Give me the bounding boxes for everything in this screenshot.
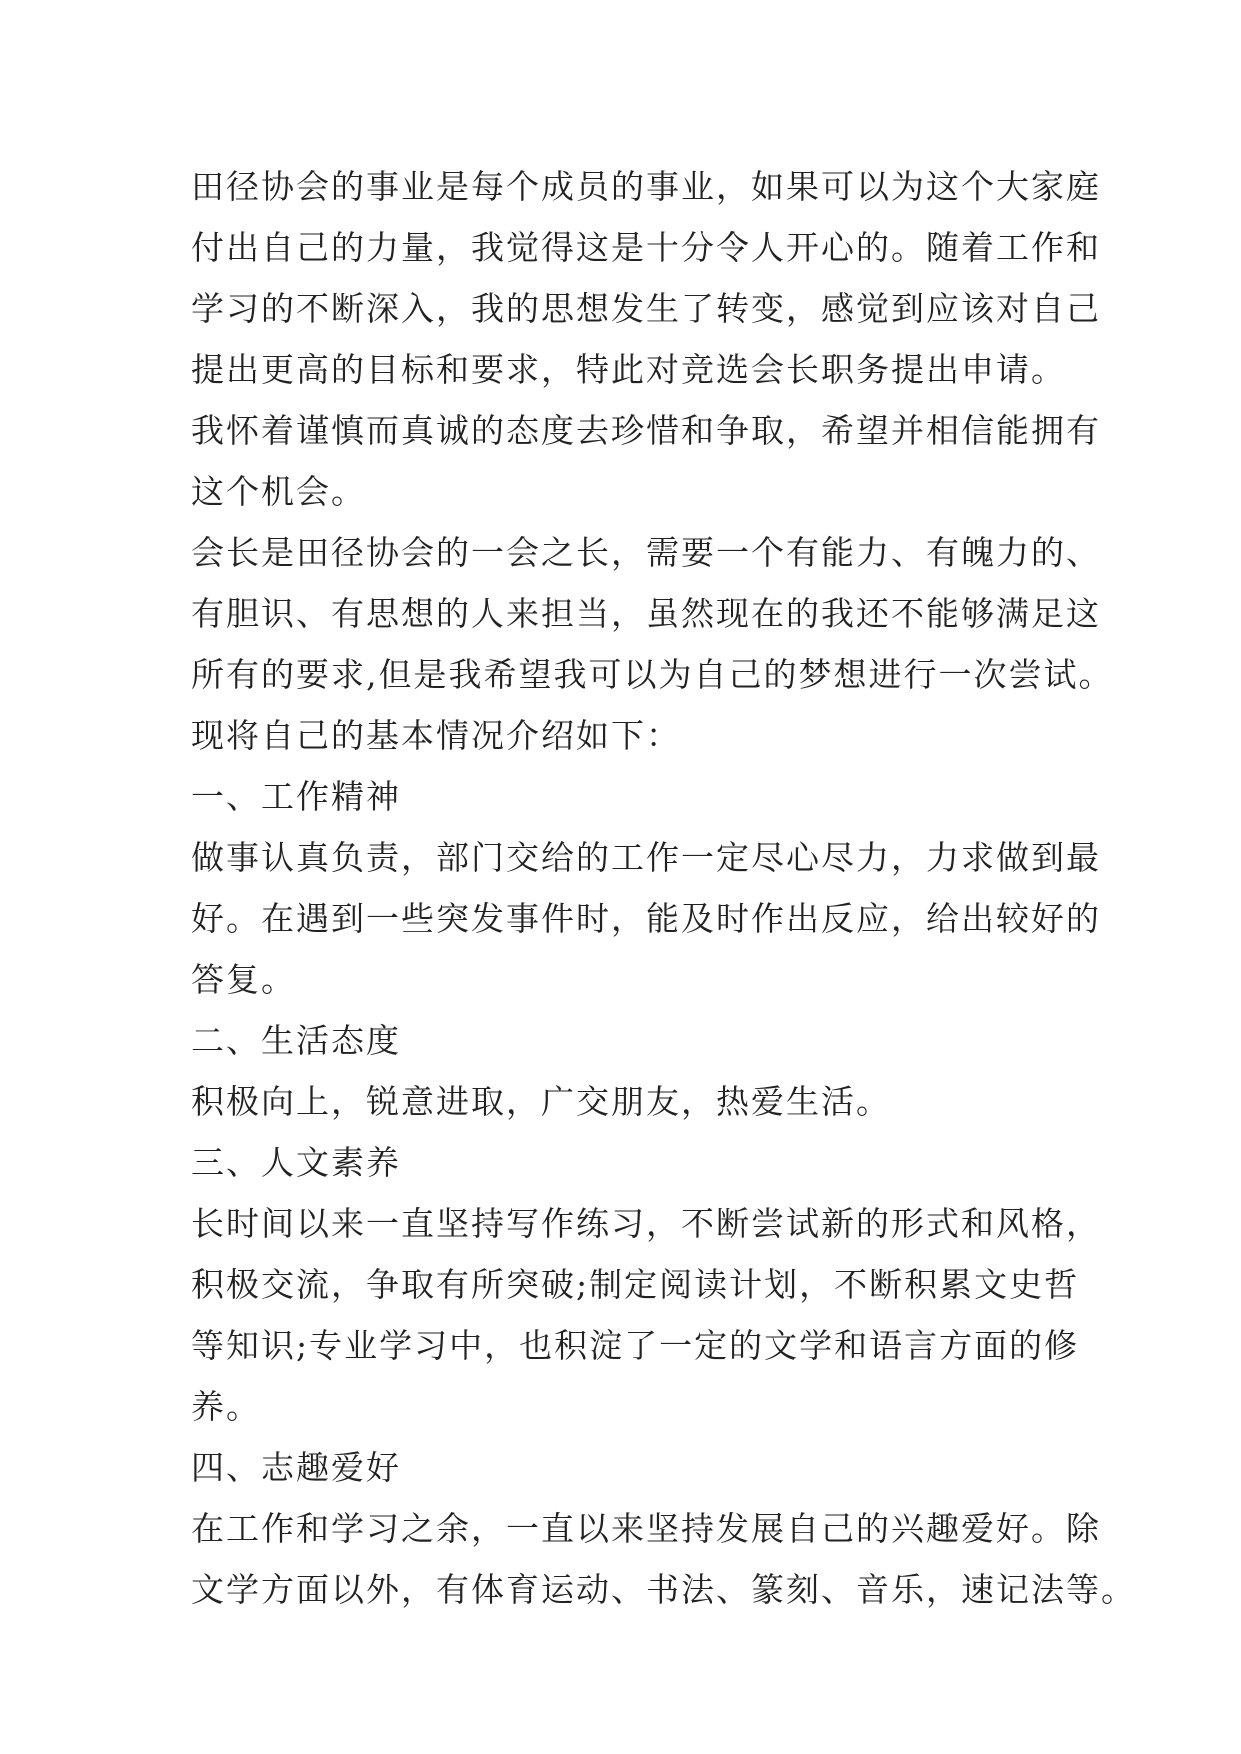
section-heading: 四、志趣爱好 (191, 1448, 401, 1487)
text-line: 答复。 (191, 960, 296, 999)
text-line: 养。 (191, 1387, 261, 1426)
section-heading: 三、人文素养 (191, 1143, 401, 1182)
text-line: 积极交流，争取有所突破;制定阅读计划，不断积累文史哲 (191, 1265, 1080, 1304)
section-heading: 一、工作精神 (191, 777, 401, 816)
text-line: 做事认真负责，部门交给的工作一定尽心尽力，力求做到最 (191, 838, 1101, 877)
text-line: 学习的不断深入，我的思想发生了转变，感觉到应该对自己 (191, 289, 1101, 328)
text-line: 我怀着谨慎而真诚的态度去珍惜和争取，希望并相信能拥有 (191, 411, 1101, 450)
text-line: 提出更高的目标和要求，特此对竞选会长职务提出申请。 (191, 350, 1066, 389)
text-line: 会长是田径协会的一会之长，需要一个有能力、有魄力的、 (191, 533, 1101, 572)
text-line: 等知识;专业学习中，也积淀了一定的文学和语言方面的修 (191, 1326, 1080, 1365)
text-line: 付出自己的力量，我觉得这是十分令人开心的。随着工作和 (191, 228, 1101, 267)
text-line: 有胆识、有思想的人来担当，虽然现在的我还不能够满足这 (191, 594, 1101, 633)
text-line: 在工作和学习之余，一直以来坚持发展自己的兴趣爱好。除 (191, 1509, 1101, 1548)
text-line: 文学方面以外，有体育运动、书法、篆刻、音乐，速记法等。 (191, 1570, 1136, 1609)
section-heading: 二、生活态度 (191, 1021, 401, 1060)
document-body (191, 156, 1136, 1620)
text-line: 现将自己的基本情况介绍如下： (191, 716, 681, 755)
text-line: 田径协会的事业是每个成员的事业，如果可以为这个大家庭 (191, 167, 1101, 206)
text-line: 积极向上，锐意进取，广交朋友，热爱生活。 (191, 1082, 891, 1121)
text-line: 长时间以来一直坚持写作练习，不断尝试新的形式和风格， (191, 1204, 1101, 1243)
text-line: 这个机会。 (191, 472, 366, 511)
text-line: 所有的要求,但是我希望我可以为自己的梦想进行一次尝试。 (191, 655, 1114, 694)
text-line: 好。在遇到一些突发事件时，能及时作出反应，给出较好的 (191, 899, 1101, 938)
